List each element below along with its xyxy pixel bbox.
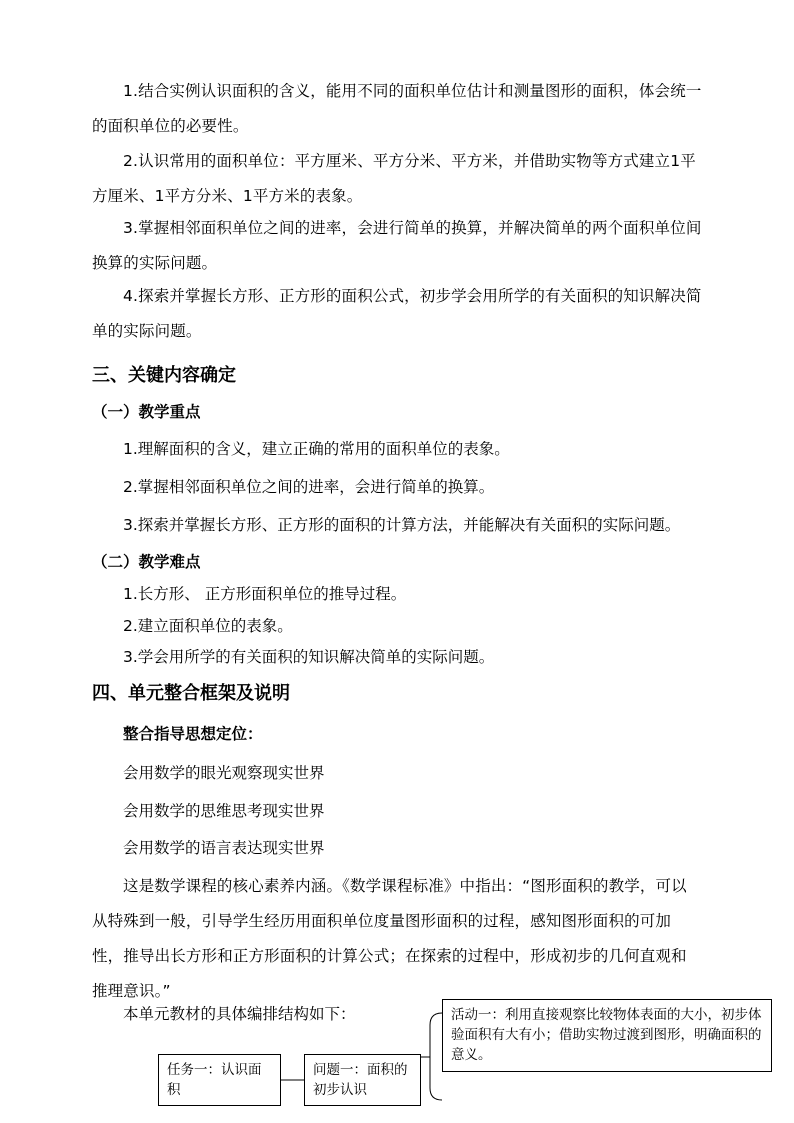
structure-intro: 本单元教材的具体编排结构如下： xyxy=(123,1005,356,1023)
guide-line: 会用数学的眼光观察现实世界 xyxy=(123,764,325,782)
goal-paragraph: 1.结合实例认识面积的含义，能用不同的面积单位估计和测量图形的面积，体会统一的面积单位的必要性。 xyxy=(92,82,702,135)
goal-paragraph: 4.探索并掌握长方形、正方形的面积公式，初步学会用所学的有关面积的知识解决简单的实际问题。 xyxy=(92,287,702,340)
task1-box: 任务一：认识面积 xyxy=(158,1054,281,1106)
guide-line: 会用数学的语言表达现实世界 xyxy=(123,839,325,857)
goal-paragraph: 3.掌握相邻面积单位之间的进率，会进行简单的换算，并解决简单的两个面积单位间换算的实际问题。 xyxy=(92,219,702,272)
goal-paragraph: 2.认识常用的面积单位：平方厘米、平方分米、平方米，并借助实物等方式建立1平方厘米、1平方分米、1平方米的表象。 xyxy=(92,152,696,205)
bracket-connector xyxy=(430,1013,442,1100)
guide-title: 整合指导思想定位： xyxy=(123,725,263,743)
question1-box: 问题一：面积的初步认识 xyxy=(304,1054,421,1106)
difficulty-item: 1.长方形、 正方形面积单位的推导过程。 xyxy=(123,585,407,603)
difficulty-item: 3.学会用所学的有关面积的知识解决简单的实际问题。 xyxy=(123,648,495,666)
standard-quote-paragraph: 这是数学课程的核心素养内涵。《数学课程标准》中指出：“图形面积的教学，可以从特殊到一般，引导学生经历用面积单位度量图形面积的过程，感知图形面积的可加性，推导出长方形和正方形面积的计算公式；在探索的过程中，形成初步的几何直观和推理意识。” xyxy=(92,877,687,1000)
focus-item: 2.掌握相邻面积单位之间的进率，会进行简单的换算。 xyxy=(123,478,495,496)
activity1-box: 活动一：利用直接观察比较物体表面的大小，初步体验面积有大有小；借助实物过渡到图形，明确面积的意义。 xyxy=(442,999,772,1072)
difficulty-subtitle: （二）教学难点 xyxy=(92,553,201,571)
difficulty-item: 2.建立面积单位的表象。 xyxy=(123,617,293,635)
focus-subtitle: （一）教学重点 xyxy=(92,403,201,421)
focus-item: 1.理解面积的含义，建立正确的常用的面积单位的表象。 xyxy=(123,440,510,458)
section3-title: 三、关键内容确定 xyxy=(92,365,236,386)
guide-line: 会用数学的思维思考现实世界 xyxy=(123,802,325,820)
section4-title: 四、单元整合框架及说明 xyxy=(92,683,290,704)
focus-item: 3.探索并掌握长方形、正方形的面积的计算方法，并能解决有关面积的实际问题。 xyxy=(123,516,681,534)
